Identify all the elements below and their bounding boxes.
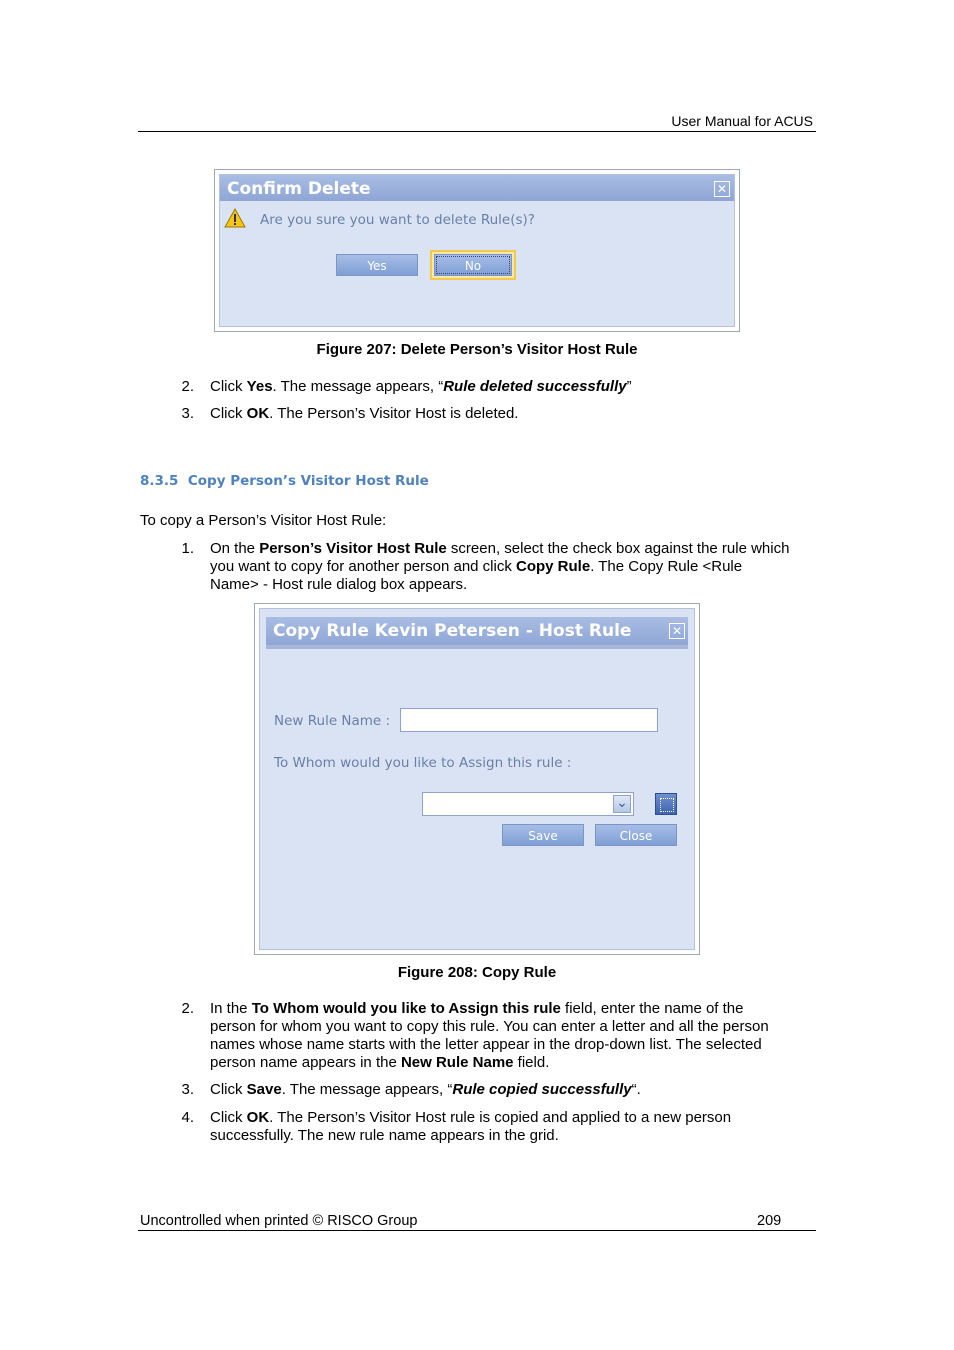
running-header: User Manual for ACUS [671,113,813,129]
intro-paragraph: To copy a Person’s Visitor Host Rule: [140,512,387,529]
copy-rule-dialog [259,608,695,950]
dialog-title: Copy Rule Kevin Petersen - Host Rule [266,617,688,649]
figure-208-caption: Figure 208: Copy Rule [397,964,557,981]
step-number: 3. [181,1081,194,1098]
warning-triangle-icon [224,208,246,228]
yes-button[interactable]: Yes [336,254,418,276]
assign-rule-label: To Whom would you like to Assign this rule : [274,755,572,771]
step-number: 3. [181,405,194,422]
step-number: 1. [181,540,194,557]
page-number: 209 [757,1213,782,1229]
copy-rule-figure [254,603,700,955]
close-icon[interactable]: ✕ [669,623,685,639]
step-text: In the To Whom would you like to Assign this rule field, enter the name of the person for whom you want to copy this rule. You can enter a letter and all the person names whose name starts with the letter appear in the drop-down list. The selected person name appears in the New Rule Name field. [210,1000,769,1071]
lookup-grid-glyph [660,798,674,812]
step-text: Click Save. The message appears, “Rule copied successfully“. [210,1081,641,1098]
save-button[interactable]: Save [502,824,584,846]
footer-rule [138,1230,816,1231]
step-number: 2. [181,1000,194,1017]
figure-207-caption: Figure 207: Delete Person’s Visitor Host Rule [316,341,638,358]
step-text: Click OK. The Person’s Visitor Host rule is copied and applied to a new person successfully. The new rule name appears in the grid. [210,1109,732,1144]
new-rule-name-label: New Rule Name : [274,713,391,729]
step-text: Click OK. The Person’s Visitor Host is deleted. [210,405,519,422]
step-number: 4. [181,1109,194,1126]
close-button[interactable]: Close [595,824,677,846]
section-heading: 8.3.5 Copy Person’s Visitor Host Rule [140,473,429,489]
assign-person-dropdown[interactable] [422,792,634,816]
dialog-title: Confirm Delete [220,175,734,201]
footer-notice: Uncontrolled when printed © RISCO Group [140,1213,418,1229]
no-button[interactable]: No [434,254,512,276]
header-rule [138,131,816,132]
step-text: Click Yes. The message appears, “Rule deleted successfully” [210,378,632,395]
new-rule-name-input[interactable] [400,708,658,732]
confirm-message: Are you sure you want to delete Rule(s)? [260,212,535,228]
chevron-down-icon[interactable]: ⌄ [613,795,631,813]
step-text: On the Person’s Visitor Host Rule screen, select the check box against the rule which you want to copy for another person and click Copy Rule. The Copy Rule <Rule Name> - Host rule dialog box appears. [210,540,790,593]
lookup-grid-icon[interactable] [655,793,677,815]
close-icon[interactable]: ✕ [714,181,730,197]
step-number: 2. [181,378,194,395]
confirm-delete-dialog [219,174,735,327]
no-button-focus-ring [430,250,516,280]
confirm-delete-figure [214,169,740,332]
